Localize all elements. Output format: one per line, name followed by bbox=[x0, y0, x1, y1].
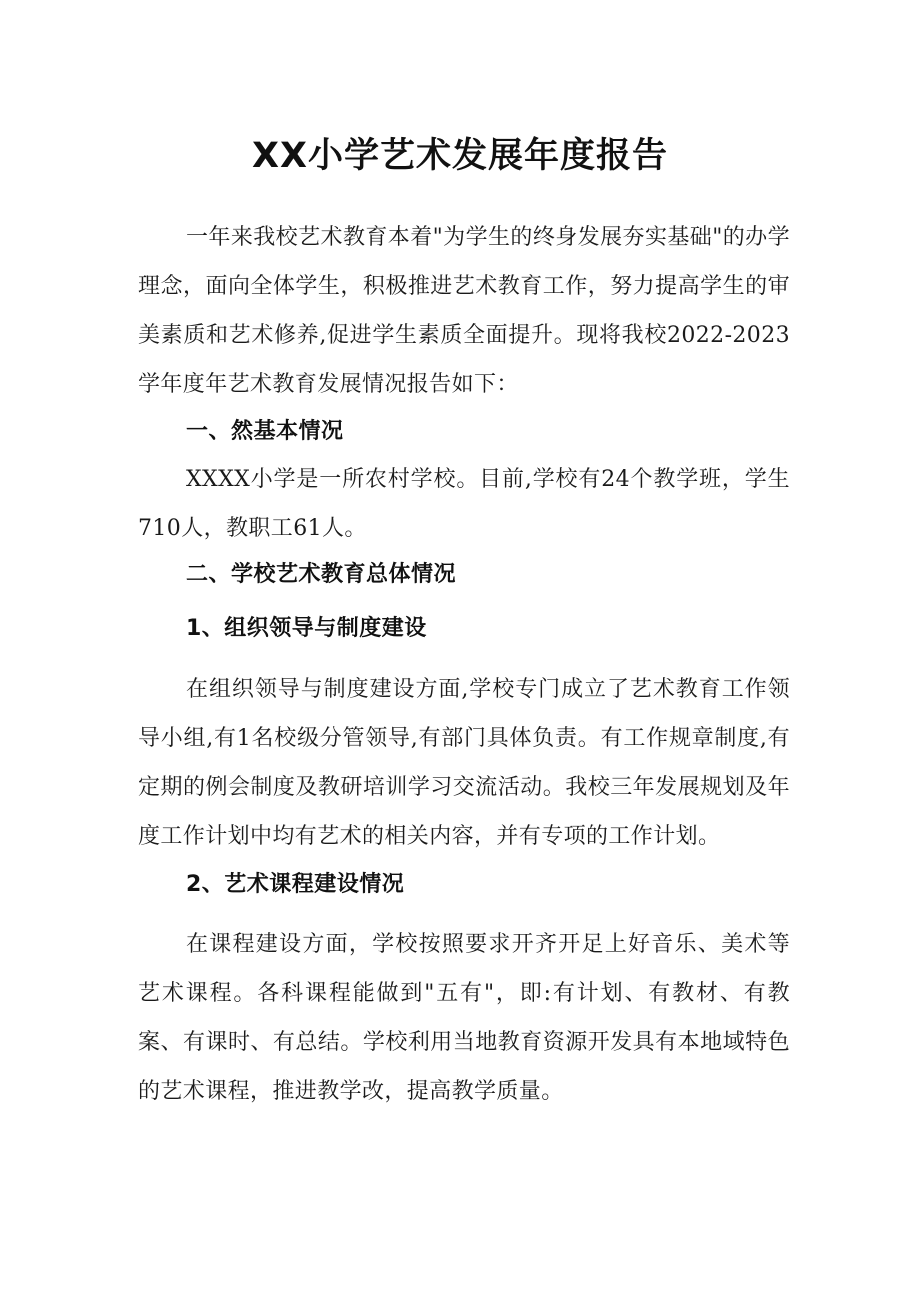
section-1-body: XXXX小学是一所农村学校。目前,学校有24个教学班，学生710人，教职工61人。 bbox=[138, 467, 790, 541]
section-1-heading: 一、然基本情况 bbox=[186, 419, 344, 444]
subsection-2-heading: 2、艺术课程建设情况 bbox=[186, 872, 405, 897]
subsection-1-body: 在组织领导与制度建设方面,学校专门成立了艺术教育工作领导小组,有1名校级分管领导,有部门具体负责。有工作规章制度,有定期的例会制度及教研培训学习交流活动。我校三年发展规划及年度工作计划中均有艺术的相关内容，并有专项的工作计划。 bbox=[138, 677, 790, 849]
subsection-1-heading: 1、组织领导与制度建设 bbox=[186, 616, 427, 641]
subsection-2-body: 在课程建设方面，学校按照要求开齐开足上好音乐、美术等艺术课程。各科课程能做到"五有"，即:有计划、有教材、有教案、有课时、有总结。学校利用当地教育资源开发具有本地域特色的艺术课程，推进教学改，提高教学质量。 bbox=[138, 932, 790, 1104]
document-title: XX小学艺术发展年度报告 bbox=[252, 136, 668, 176]
intro-paragraph: 一年来我校艺术教育本着"为学生的终身发展夯实基础"的办学理念，面向全体学生，积极推进艺术教育工作，努力提高学生的审美素质和艺术修养,促进学生素质全面提升。现将我校2022-2023学年度年艺术教育发展情况报告如下： bbox=[138, 225, 790, 397]
section-2-heading: 二、学校艺术教育总体情况 bbox=[186, 562, 457, 587]
